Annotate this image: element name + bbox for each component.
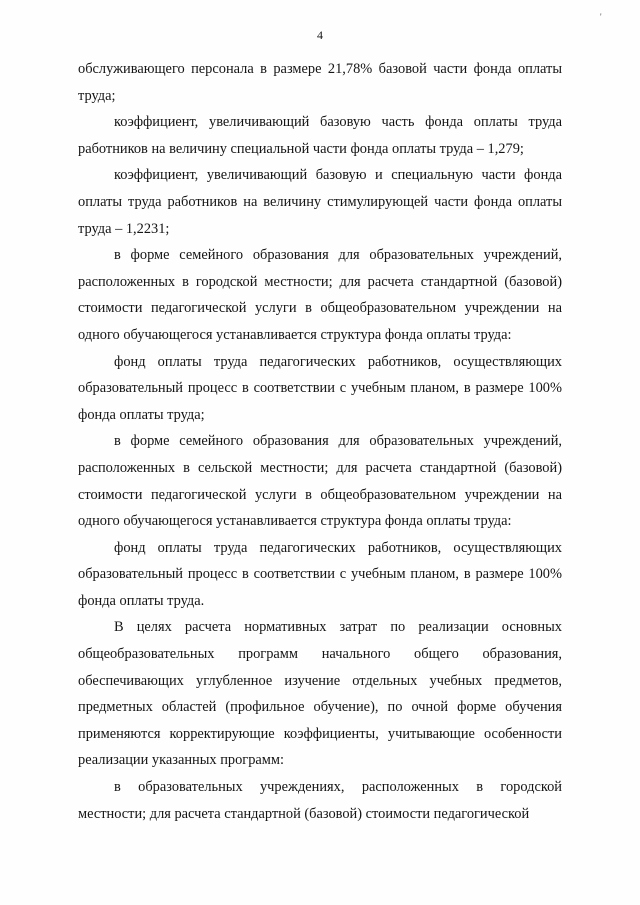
page-number: 4	[317, 28, 323, 42]
paragraph: обслуживающего персонала в размере 21,78% базовой части фонда оплаты труда;	[78, 61, 562, 104]
paragraph: коэффициент, увеличивающий базовую часть фонда оплаты труда работников на величину специальной части фонда оплаты труда – 1,279;	[78, 114, 562, 157]
corner-mark: '	[600, 12, 602, 22]
paragraph: В целях расчета нормативных затрат по реализации основных общеобразовательных программ начального общего образования, обеспечивающих углубленное изучение отдельных учебных предметов, предметных областей (профильное обучение), по очной форме обучения применяются корректирующие коэффициенты, учитывающие особенности реализации указанных программ:	[78, 619, 562, 769]
paragraph: в форме семейного образования для образовательных учреждений, расположенных в городской местности; для расчета стандартной (базовой) стоимости педагогической услуги в общеобразовательном учреждении на одного обучающегося устанавливается структура фонда оплаты труда:	[78, 247, 562, 343]
paragraph: фонд оплаты труда педагогических работников, осуществляющих образовательный процесс в соответствии с учебным планом, в размере 100% фонда оплаты труда;	[78, 353, 562, 423]
paragraph: фонд оплаты труда педагогических работников, осуществляющих образовательный процесс в соответствии с учебным планом, в размере 100% фонда оплаты труда.	[78, 539, 562, 609]
body-text	[78, 56, 562, 827]
paragraph: в образовательных учреждениях, расположенных в городской местности; для расчета стандартной (базовой) стоимости педагогической	[78, 779, 562, 822]
paragraph: коэффициент, увеличивающий базовую и специальную части фонда оплаты труда работников на величину стимулирующей части фонда оплаты труда – 1,2231;	[78, 167, 562, 237]
paragraph: в форме семейного образования для образовательных учреждений, расположенных в сельской местности; для расчета стандартной (базовой) стоимости педагогической услуги в общеобразовательном учреждении на одного обучающегося устанавливается структура фонда оплаты труда:	[78, 433, 562, 530]
